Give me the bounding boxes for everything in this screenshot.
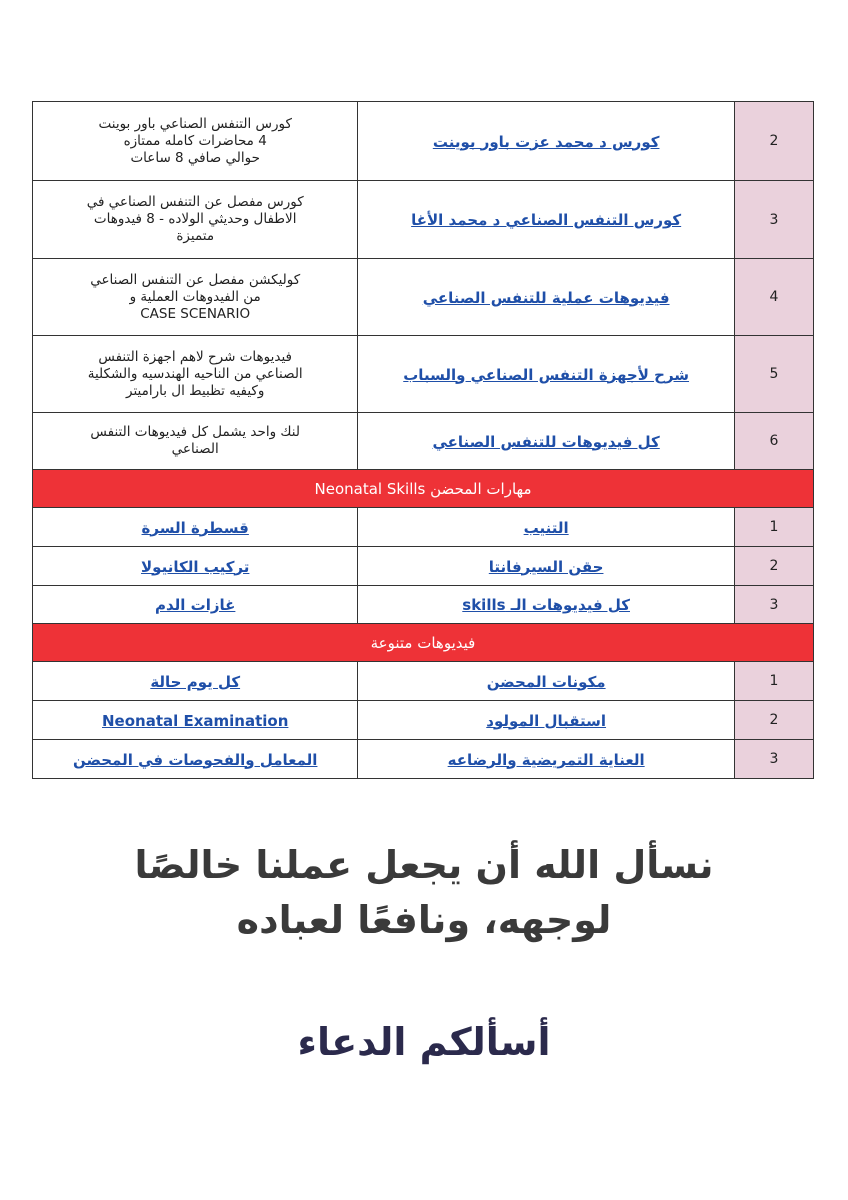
closing-line-3: أسألكم الدعاء bbox=[297, 1020, 551, 1064]
row-number: 1 bbox=[734, 508, 813, 547]
video-link[interactable]: استقبال المولود bbox=[358, 701, 734, 740]
video-link[interactable]: المعامل والفحوصات في المحضن bbox=[33, 740, 358, 779]
video-link[interactable]: كل يوم حالة bbox=[33, 662, 358, 701]
table-row bbox=[33, 259, 814, 336]
course-link[interactable]: شرح لأجهزة التنفس الصناعي والسباب bbox=[358, 336, 734, 413]
description-cell: كوليكشن مفصل عن التنفس الصناعي من الفيدوهات العملية و CASE SCENARIO bbox=[33, 259, 358, 336]
video-link[interactable]: Neonatal Examination bbox=[33, 701, 358, 740]
row-number: 3 bbox=[734, 586, 813, 624]
table-row bbox=[33, 740, 814, 779]
skill-link[interactable]: التنيب bbox=[358, 508, 734, 547]
table-row bbox=[33, 336, 814, 413]
table-row bbox=[33, 701, 814, 740]
description-cell: لنك واحد يشمل كل فيديوهات التنفس الصناعي bbox=[33, 413, 358, 470]
description-cell: كورس التنفس الصناعي باور بوينت 4 محاضرات كامله ممتازه حوالي صافي 8 ساعات bbox=[33, 102, 358, 181]
course-link[interactable]: كورس د محمد عزت باور بوينت bbox=[358, 102, 734, 181]
section-header-neonatal-skills: مهارات المحضن Neonatal Skills bbox=[33, 470, 814, 508]
row-number: 6 bbox=[734, 413, 813, 470]
row-number: 5 bbox=[734, 336, 813, 413]
row-number: 4 bbox=[734, 259, 813, 336]
table-row bbox=[33, 586, 814, 624]
row-number: 2 bbox=[734, 701, 813, 740]
courses-table bbox=[32, 101, 814, 779]
closing-line-2: لوجهه، ونافعًا لعباده bbox=[236, 898, 612, 942]
row-number: 1 bbox=[734, 662, 813, 701]
table-row bbox=[33, 413, 814, 470]
row-number: 2 bbox=[734, 102, 813, 181]
skill-link[interactable]: قسطرة السرة bbox=[33, 508, 358, 547]
table-row bbox=[33, 662, 814, 701]
description-cell: فيديوهات شرح لاهم اجهزة التنفس الصناعي من الناحيه الهندسيه والشكلية وكيفيه تظبيط ال باراميتر bbox=[33, 336, 358, 413]
table-row bbox=[33, 102, 814, 181]
table-row bbox=[33, 508, 814, 547]
course-link[interactable]: كل فيديوهات للتنفس الصناعي bbox=[358, 413, 734, 470]
description-cell: كورس مفصل عن التنفس الصناعي في الاطفال وحديثي الولاده - 8 فيدوهات متميزة bbox=[33, 181, 358, 259]
video-link[interactable]: مكونات المحضن bbox=[358, 662, 734, 701]
course-link[interactable]: كورس التنفس الصناعي د محمد الأغا bbox=[358, 181, 734, 259]
row-number: 2 bbox=[734, 547, 813, 586]
skill-link[interactable]: حقن السيرفانتا bbox=[358, 547, 734, 586]
video-link[interactable]: العناية التمريضية والرضاعه bbox=[358, 740, 734, 779]
row-number: 3 bbox=[734, 740, 813, 779]
table-row bbox=[33, 547, 814, 586]
course-link[interactable]: فيديوهات عملية للتنفس الصناعي bbox=[358, 259, 734, 336]
row-number: 3 bbox=[734, 181, 813, 259]
skill-link[interactable]: كل فيديوهات الـ skills bbox=[358, 586, 734, 624]
section-header-various-videos: فيديوهات متنوعة bbox=[33, 624, 814, 662]
skill-link[interactable]: تركيب الكانيولا bbox=[33, 547, 358, 586]
skill-link[interactable]: غازات الدم bbox=[33, 586, 358, 624]
table-row bbox=[33, 181, 814, 259]
closing-line-1: نسأل الله أن يجعل عملنا خالصًا bbox=[134, 843, 714, 887]
